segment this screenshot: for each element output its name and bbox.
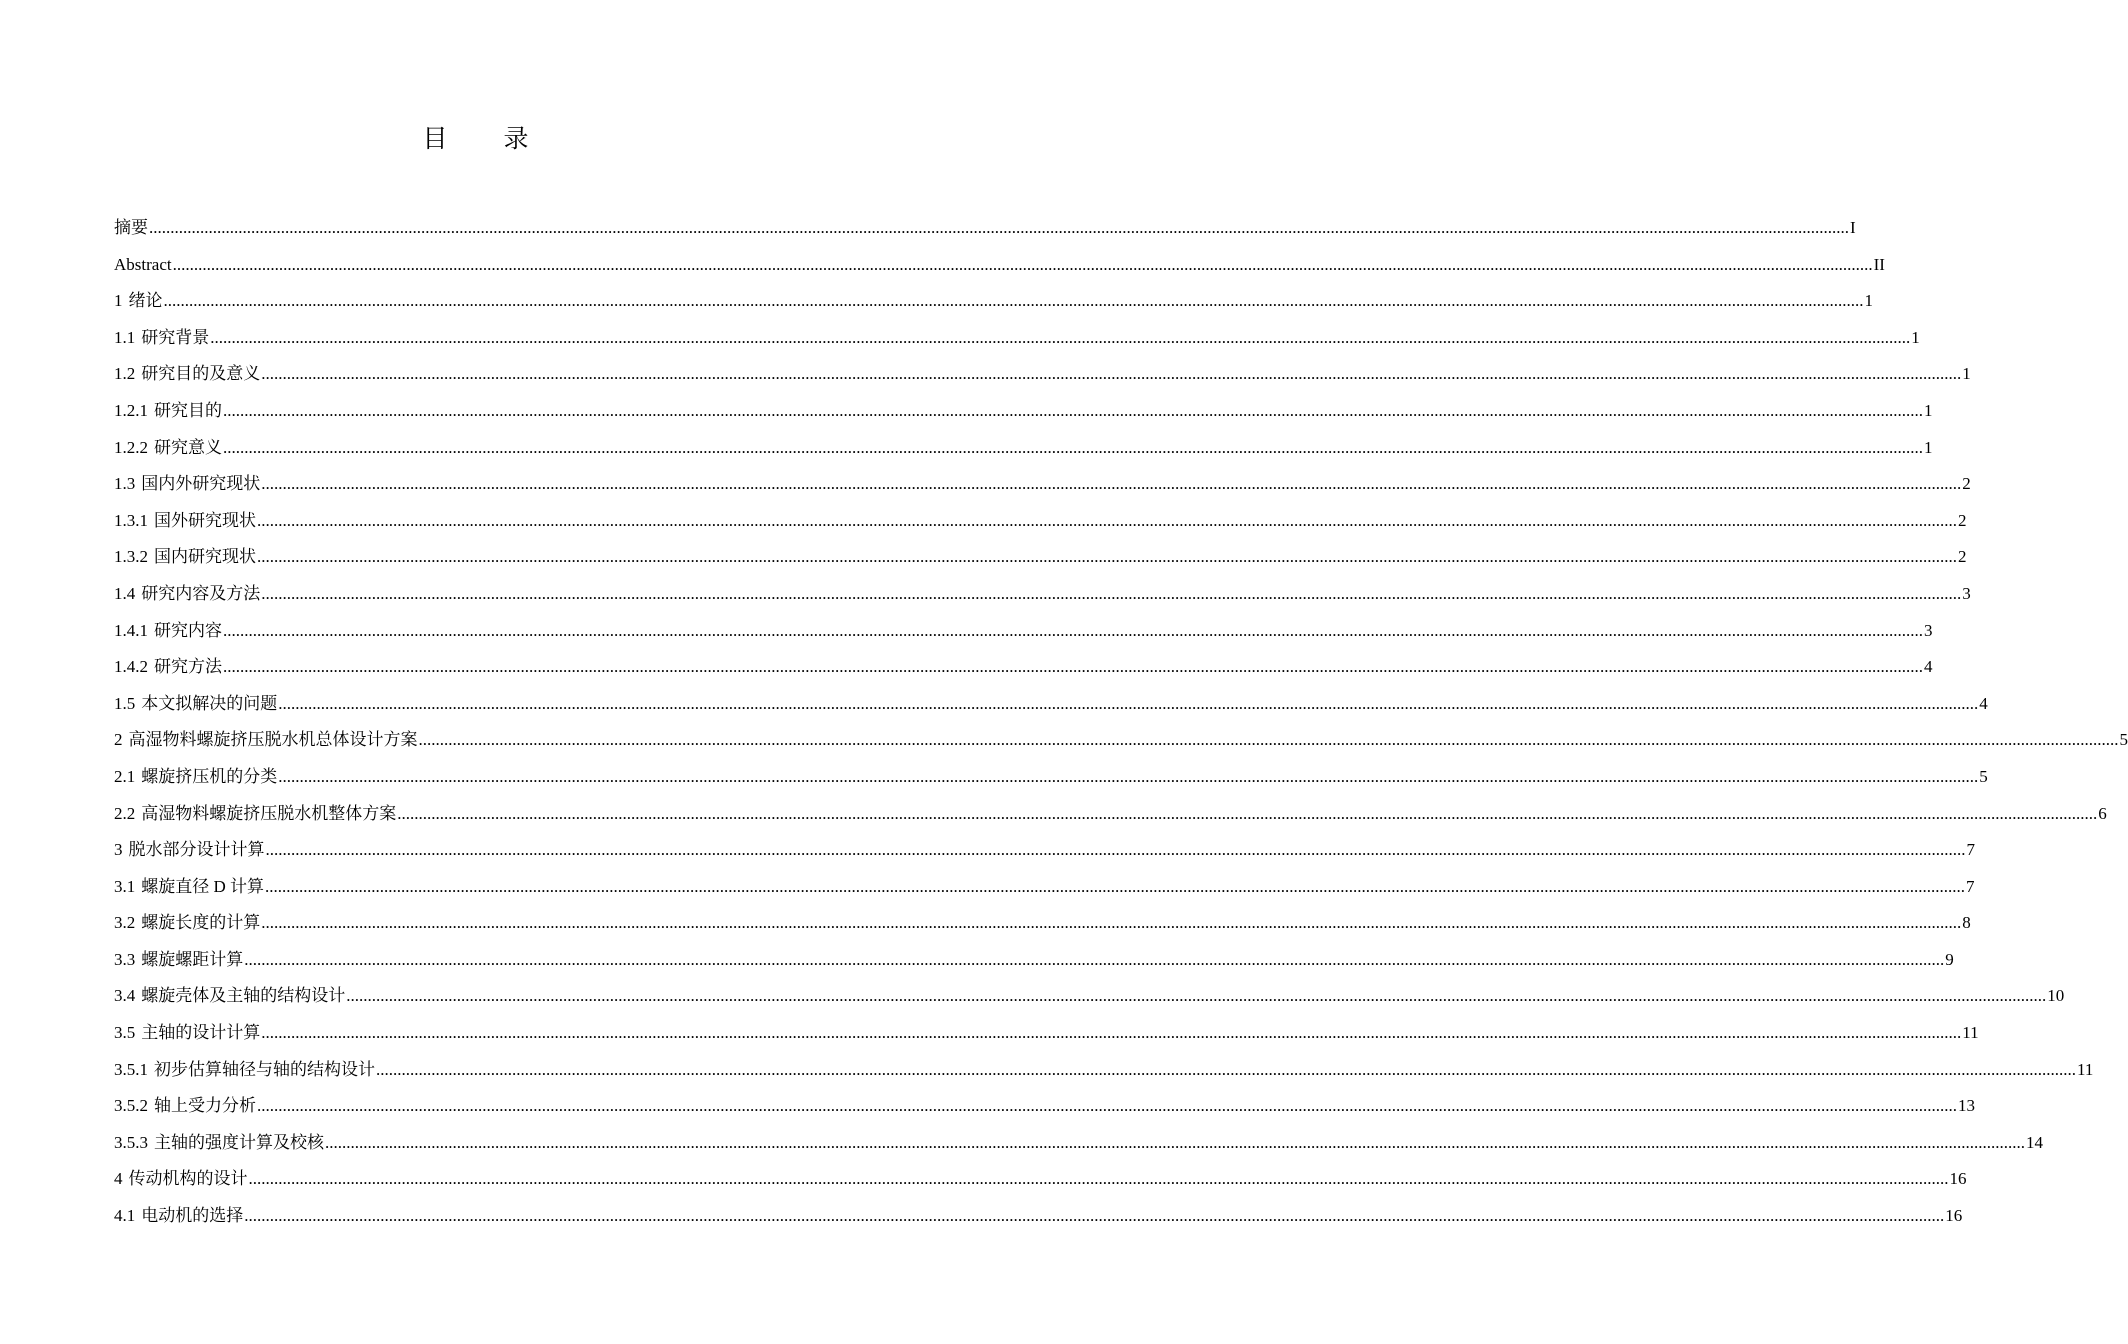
toc-entry-number: 1.4.2 xyxy=(114,657,148,677)
toc-page-number: 14 xyxy=(2026,1132,2043,1152)
toc-leader-dots: ................................................................................................................................................................................................................................................................................................................................................................................................................ xyxy=(278,766,1979,786)
toc-entry[interactable] xyxy=(114,796,2107,833)
toc-entry-number: 3.4 xyxy=(114,986,136,1006)
toc-entry-text: 国外研究现状 xyxy=(154,510,256,530)
toc-page-number: 1 xyxy=(1864,291,1873,311)
toc-page-number: II xyxy=(1873,254,1885,274)
toc-entry-label xyxy=(114,686,277,723)
toc-entry-text: 研究方法 xyxy=(154,657,222,677)
toc-page-number: 4 xyxy=(1924,657,1933,677)
toc-leader-dots: ................................................................................................................................................................................................................................................................................................................................................................................................................ xyxy=(244,1206,1945,1226)
toc-leader-dots: ................................................................................................................................................................................................................................................................................................................................................................................................................ xyxy=(265,876,1966,896)
toc-entry[interactable] xyxy=(114,978,2065,1015)
toc-entry[interactable] xyxy=(114,905,1971,942)
toc-page-number: 5 xyxy=(2119,730,2128,750)
toc-entry-number: 3.1 xyxy=(114,876,136,896)
toc-entry-label xyxy=(114,1161,248,1198)
toc-entry-text: 高湿物料螺旋挤压脱水机总体设计方案 xyxy=(128,730,418,750)
toc-page-number: 1 xyxy=(1962,364,1971,384)
toc-entry-text: 研究意义 xyxy=(154,437,222,457)
toc-leader-dots: ................................................................................................................................................................................................................................................................................................................................................................................................................ xyxy=(397,803,2098,823)
toc-entry-number: 1.4 xyxy=(114,583,136,603)
toc-entry[interactable] xyxy=(114,430,1933,467)
toc-entry-label xyxy=(114,430,222,467)
toc-entry-text: 高湿物料螺旋挤压脱水机整体方案 xyxy=(141,803,397,823)
toc-page-number: 1 xyxy=(1924,437,1933,457)
toc-entry-number: 3 xyxy=(114,840,123,860)
toc-page-number: 3 xyxy=(1924,620,1933,640)
toc-page-number: 13 xyxy=(1958,1096,1975,1116)
toc-entry[interactable] xyxy=(114,722,2128,759)
toc-page-number: 2 xyxy=(1958,510,1967,530)
toc-entry[interactable] xyxy=(114,1015,1979,1052)
toc-entry[interactable] xyxy=(114,210,1856,247)
toc-entry-label xyxy=(114,1198,243,1235)
toc-entry-label xyxy=(114,649,222,686)
toc-entry[interactable] xyxy=(114,576,1971,613)
toc-entry-label xyxy=(114,1015,260,1052)
page-title: 目 录 xyxy=(422,124,553,153)
toc-leader-dots: ................................................................................................................................................................................................................................................................................................................................................................................................................ xyxy=(376,1059,2076,1079)
toc-entry-number: 1 xyxy=(114,291,123,311)
toc-entry[interactable] xyxy=(114,503,1967,540)
toc-entry-label xyxy=(114,869,264,906)
toc-entry[interactable] xyxy=(114,539,1967,576)
toc-entry-label xyxy=(114,503,256,540)
toc-page-number: 16 xyxy=(1949,1169,1967,1189)
toc-entry[interactable] xyxy=(114,832,1975,869)
toc-leader-dots: ................................................................................................................................................................................................................................................................................................................................................................................................................ xyxy=(248,1169,1949,1189)
table-of-contents xyxy=(114,210,2128,1235)
toc-entry-number: 1.2 xyxy=(114,364,136,384)
toc-entry-text: 螺旋挤压机的分类 xyxy=(141,766,278,786)
toc-page-number: 7 xyxy=(1966,840,1975,860)
toc-page-number: 1 xyxy=(1911,327,1920,347)
toc-entry-text: 国内外研究现状 xyxy=(141,474,261,494)
toc-page-number: 5 xyxy=(1979,766,1988,786)
toc-entry-label xyxy=(114,283,163,320)
toc-entry-label xyxy=(114,1088,256,1125)
toc-entry-text: 研究内容 xyxy=(154,620,222,640)
toc-page-number: 6 xyxy=(2098,803,2107,823)
toc-entry-text: 研究目的 xyxy=(154,400,222,420)
toc-entry-number: 2 xyxy=(114,730,123,750)
toc-entry[interactable] xyxy=(114,613,1933,650)
toc-page-number: 11 xyxy=(2077,1059,2094,1079)
toc-entry-label xyxy=(114,905,260,942)
toc-entry-number: 1.5 xyxy=(114,693,136,713)
toc-leader-dots: ................................................................................................................................................................................................................................................................................................................................................................................................................ xyxy=(223,620,1923,640)
toc-page-number: 1 xyxy=(1924,400,1933,420)
toc-leader-dots: ................................................................................................................................................................................................................................................................................................................................................................................................................ xyxy=(346,986,2047,1006)
toc-entry-number: 1.1 xyxy=(114,327,136,347)
toc-entry[interactable] xyxy=(114,283,1873,320)
toc-entry-label xyxy=(114,247,172,284)
toc-page-number: 8 xyxy=(1962,913,1971,933)
toc-leader-dots: ................................................................................................................................................................................................................................................................................................................................................................................................................ xyxy=(418,730,2119,750)
toc-entry-text: 本文拟解决的问题 xyxy=(141,693,278,713)
toc-entry[interactable] xyxy=(114,759,1988,796)
toc-entry-text: Abstract xyxy=(114,254,172,274)
toc-leader-dots: ................................................................................................................................................................................................................................................................................................................................................................................................................ xyxy=(261,474,1962,494)
toc-entry[interactable] xyxy=(114,356,1971,393)
toc-entry[interactable] xyxy=(114,466,1971,503)
toc-entry-text: 螺旋壳体及主轴的结构设计 xyxy=(141,986,346,1006)
toc-entry-number: 1.3 xyxy=(114,474,136,494)
toc-entry[interactable] xyxy=(114,393,1933,430)
toc-entry-label xyxy=(114,796,396,833)
toc-leader-dots: ................................................................................................................................................................................................................................................................................................................................................................................................................ xyxy=(261,913,1962,933)
toc-entry-text: 国内研究现状 xyxy=(154,547,256,567)
toc-entry-text: 螺旋长度的计算 xyxy=(141,913,261,933)
toc-entry-label xyxy=(114,978,345,1015)
toc-entry[interactable] xyxy=(114,247,1885,284)
toc-leader-dots: ................................................................................................................................................................................................................................................................................................................................................................................................................ xyxy=(210,327,1911,347)
toc-page-number: 7 xyxy=(1966,876,1975,896)
toc-page-number: 16 xyxy=(1945,1206,1963,1226)
toc-leader-dots: ................................................................................................................................................................................................................................................................................................................................................................................................................ xyxy=(261,364,1962,384)
toc-entry-number: 2.2 xyxy=(114,803,136,823)
toc-entry-label xyxy=(114,1052,375,1089)
toc-entry-label xyxy=(114,320,209,357)
toc-entry-text: 螺旋直径 D 计算 xyxy=(141,876,265,896)
toc-entry-text: 主轴的强度计算及校核 xyxy=(154,1132,324,1152)
toc-entry-text: 初步估算轴径与轴的结构设计 xyxy=(154,1059,375,1079)
toc-entry-label xyxy=(114,539,256,576)
toc-entry-number: 2.1 xyxy=(114,766,136,786)
toc-entry-label xyxy=(114,942,243,979)
toc-leader-dots: ................................................................................................................................................................................................................................................................................................................................................................................................................ xyxy=(244,949,1945,969)
toc-entry[interactable] xyxy=(114,869,1975,906)
toc-leader-dots: ................................................................................................................................................................................................................................................................................................................................................................................................................ xyxy=(172,254,1873,274)
toc-page-number: I xyxy=(1850,218,1856,237)
toc-entry[interactable] xyxy=(114,1052,2094,1089)
toc-entry-text: 绪论 xyxy=(128,291,163,311)
toc-entry-text: 研究背景 xyxy=(141,327,210,347)
toc-leader-dots: ................................................................................................................................................................................................................................................................................................................................................................................................................ xyxy=(223,437,1923,457)
toc-entry-number: 3.5.1 xyxy=(114,1059,148,1079)
toc-page-number: 11 xyxy=(1962,1023,1979,1043)
toc-entry[interactable] xyxy=(114,942,1954,979)
toc-leader-dots: ................................................................................................................................................................................................................................................................................................................................................................................................................ xyxy=(265,840,1966,860)
toc-entry-number: 1.3.1 xyxy=(114,510,148,530)
toc-entry-number: 3.5 xyxy=(114,1023,136,1043)
toc-entry[interactable] xyxy=(114,649,1933,686)
toc-entry-text: 轴上受力分析 xyxy=(154,1096,256,1116)
toc-entry-number: 4.1 xyxy=(114,1206,136,1226)
toc-leader-dots: ................................................................................................................................................................................................................................................................................................................................................................................................................ xyxy=(257,1096,1957,1116)
toc-page-number: 3 xyxy=(1962,583,1971,603)
toc-entry[interactable] xyxy=(114,1161,1967,1198)
toc-leader-dots: ................................................................................................................................................................................................................................................................................................................................................................................................................ xyxy=(223,657,1923,677)
toc-page-number: 10 xyxy=(2047,986,2065,1006)
toc-entry-number: 1.2.1 xyxy=(114,400,148,420)
toc-entry[interactable] xyxy=(114,1088,1975,1125)
toc-entry-text: 传动机构的设计 xyxy=(128,1169,248,1189)
toc-leader-dots: ................................................................................................................................................................................................................................................................................................................................................................................................................ xyxy=(261,583,1962,603)
toc-entry-text: 螺旋螺距计算 xyxy=(141,949,244,969)
toc-entry-label xyxy=(114,576,260,613)
toc-entry[interactable] xyxy=(114,686,1988,723)
toc-entry[interactable] xyxy=(114,1125,2043,1162)
toc-entry-label xyxy=(114,1125,324,1162)
toc-leader-dots: ................................................................................................................................................................................................................................................................................................................................................................................................................ xyxy=(278,693,1979,713)
toc-entry-text: 电动机的选择 xyxy=(141,1206,244,1226)
toc-entry-text: 研究内容及方法 xyxy=(141,583,261,603)
toc-entry-label xyxy=(114,393,222,430)
toc-page-number: 2 xyxy=(1958,547,1967,567)
toc-page-number: 4 xyxy=(1979,693,1988,713)
toc-entry-number: 3.3 xyxy=(114,949,136,969)
toc-entry[interactable] xyxy=(114,320,1920,357)
toc-entry-text: 研究目的及意义 xyxy=(141,364,261,384)
toc-leader-dots: ................................................................................................................................................................................................................................................................................................................................................................................................................ xyxy=(149,218,1849,237)
toc-leader-dots: ................................................................................................................................................................................................................................................................................................................................................................................................................ xyxy=(257,547,1957,567)
toc-leader-dots: ................................................................................................................................................................................................................................................................................................................................................................................................................ xyxy=(163,291,1864,311)
toc-entry-label xyxy=(114,613,222,650)
toc-entry-number: 3.2 xyxy=(114,913,136,933)
toc-page-number: 2 xyxy=(1962,474,1971,494)
toc-page-number: 9 xyxy=(1945,949,1954,969)
toc-entry-number: 3.5.2 xyxy=(114,1096,148,1116)
toc-entry-number: 4 xyxy=(114,1169,123,1189)
toc-entry-text: 脱水部分设计计算 xyxy=(128,840,265,860)
toc-entry-label xyxy=(114,466,260,503)
toc-entry-number: 1.2.2 xyxy=(114,437,148,457)
toc-entry-number: 3.5.3 xyxy=(114,1132,148,1152)
toc-leader-dots: ................................................................................................................................................................................................................................................................................................................................................................................................................ xyxy=(257,510,1957,530)
toc-entry-label xyxy=(114,356,260,393)
toc-entry-text: 摘要 xyxy=(114,218,148,237)
toc-entry-label xyxy=(114,210,148,247)
toc-leader-dots: ................................................................................................................................................................................................................................................................................................................................................................................................................ xyxy=(261,1023,1962,1043)
toc-entry-label xyxy=(114,759,277,796)
toc-entry-label xyxy=(114,722,418,759)
toc-entry-number: 1.4.1 xyxy=(114,620,148,640)
toc-entry-number: 1.3.2 xyxy=(114,547,148,567)
toc-entry[interactable] xyxy=(114,1198,1963,1235)
toc-entry-label xyxy=(114,832,265,869)
toc-leader-dots: ................................................................................................................................................................................................................................................................................................................................................................................................................ xyxy=(325,1132,2025,1152)
toc-entry-text: 主轴的设计计算 xyxy=(141,1023,261,1043)
toc-leader-dots: ................................................................................................................................................................................................................................................................................................................................................................................................................ xyxy=(223,400,1923,420)
